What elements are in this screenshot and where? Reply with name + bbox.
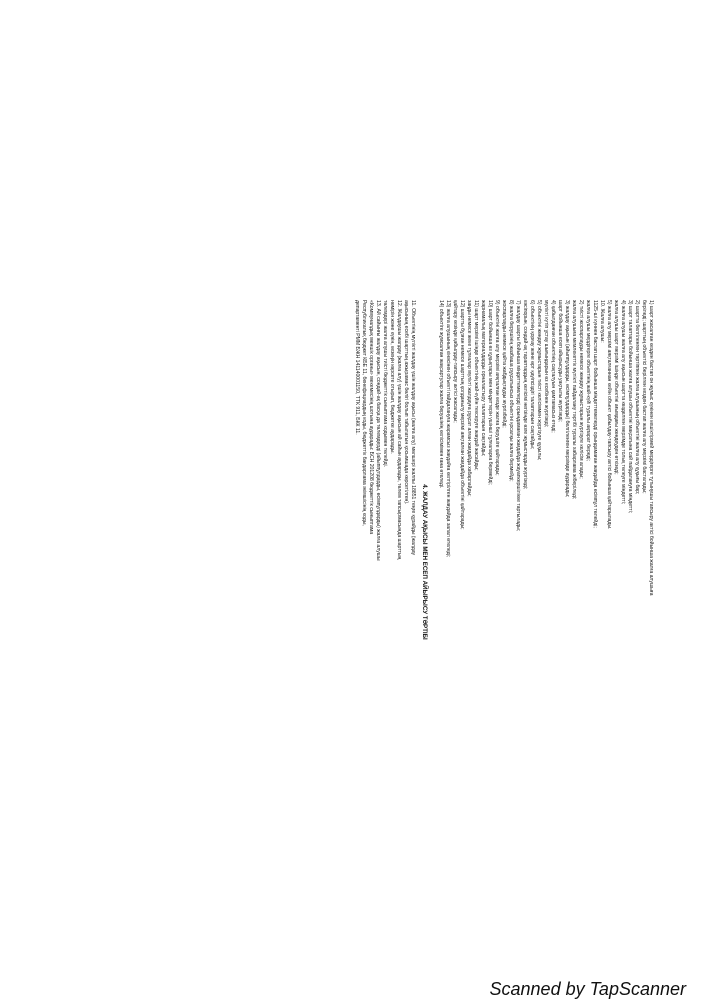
document-line: 4) жалға алушы жалға алу ақысын шартта көзделген мерзімде толық төлеуге міндетті; bbox=[620, 300, 626, 505]
document-line: 11) шарт мерзімі ішінде объектінің жай-күйін тексеруге жағдай жасайды; bbox=[473, 300, 479, 471]
document-line: Республикалық бюджет КБЕ 11, бенефициардың коды, бюджеттік бағдарлама әкімшісінің коды, bbox=[361, 300, 367, 526]
document-line: төлемдері жалға алушы тиісті бюджеттік сыныптама кодымен төлейді. bbox=[382, 300, 388, 468]
document-line: 9) объектіні жалға алу мерзімі аяқталған кезде жалға берушіге қайтарады; bbox=[494, 300, 500, 476]
document-line: 12. Жалдаушы жалдау (жалға алу) үшін жалдау ақысын ай сайын аударады, төлем тапсырмасында шарттың bbox=[396, 300, 402, 560]
document-line: жалға алушы шарт мерзімі ішінде объектіні ағымдағы жөндеуден өткізеді; bbox=[613, 300, 619, 475]
document-line: 10. Жалға алушы: bbox=[599, 300, 605, 343]
document-line: жалға алушы мердігерге объектінің жай-күйі туралы ақпарат береді; bbox=[585, 300, 591, 461]
document-line: 5) объектіні жөндеу жұмыстарын тиісті келісіммен жүргізуге құқылы; bbox=[536, 300, 542, 461]
scanner-watermark: Scanned by TapScanner bbox=[489, 979, 686, 999]
document-line: беріледі; шарттың объектісі берілген кезден бастап жалға алу мерзімі басталады; bbox=[641, 300, 647, 494]
document-line: жоспарлауды немесе қайта жабдықтауды жүргізбейді; bbox=[501, 300, 507, 428]
document-line: қайтару кезінде қабылдау-тапсыру актісі жасалады; bbox=[452, 300, 458, 423]
document-line: 2) тиісті жоспарлауды немесе жөндеу жұмыстарын жүргізуге келісім алады; bbox=[578, 300, 584, 479]
document-line: 13) жалға алушының кінәсінен объекті пайдалануға жарамсыз жағдайға келтірілген жағдайда залал өтеледі; bbox=[445, 300, 451, 558]
document-line: 2) шартта белгіленген тәртіппен жалға алушының объектіні жалға алу құқығы бар; bbox=[634, 300, 640, 495]
document-line: заңды немесе жеке тұлғалар мүлікті жалдауға рұқсат алған жағдайда хабарлайды; bbox=[466, 300, 472, 497]
document-line: жарнамалық материалдарды орналастыру талаптарын сақтайды; bbox=[480, 300, 486, 457]
document-line: 1125-ші күннен бастап шарт бойынша міндеттемелерді орындамаған жағдайда өсімпұл төлейді; bbox=[592, 300, 598, 528]
section-heading: 4. ЖАЛДАУ АҚЫСЫ МЕН ЕСЕП АЙЫРЫСУ ТӘРТІБІ bbox=[421, 484, 428, 640]
document-line: жалға алушыға мемлекеттік мүлікті пайдалану тәртібі туралы хабарлама жіберіледі; bbox=[571, 300, 577, 500]
document-line: 3) жалдау ақысын (айыппұлдарды, өсімпұлдарды) белгіленген мерзімде аударады; bbox=[564, 300, 570, 498]
document-line: шарт бойынша есеп айырысуды уақтылы жүргізеді; bbox=[557, 300, 563, 422]
document-line: ақысының есебі шарттың ажырамас бөлігі болып табылатын қосымшада көрсетілген). bbox=[403, 300, 409, 505]
document-line: нөмірін және күнін, кезеңін көрсете отырып, бюджетке аударады. bbox=[389, 300, 395, 454]
document-line: 3) шарт талаптары бойынша жалға алушы объектіні мақсатына сай пайдалануға міндетті; bbox=[627, 300, 633, 514]
document-section-payment bbox=[353, 300, 416, 824]
document-line: мүлікті күтіп ұстау шығындарын өз есебінен жүргізеді; bbox=[543, 300, 549, 428]
document-section-terms bbox=[437, 300, 654, 824]
document-line: кәсіпорын, сондай-ақ тараптардың келісімі негізінде өзге жұмыстарды жүргізеді; bbox=[522, 300, 528, 490]
document-line: 5) жалға алу мерзімі аяқталғаннан кейін объект қабылдау-тапсыру актісі бойынша қайтарылады. bbox=[606, 300, 612, 530]
document-line: 7) жалдау шарты бойынша міндеттемелерді орындамаған жағдайда жауапкершілікке тартылады; bbox=[515, 300, 521, 532]
document-line: 14) объектіге жұмсалған жақсартулар жалға берушінің келісімімен ғана өтеледі. bbox=[438, 300, 444, 489]
document-line: 10) шарт бойынша өз құқықтары мен міндеттерін үшінші тұлғаларға бермейді; bbox=[487, 300, 493, 485]
document-line: департаменті РММ БЖН 141140001150, ТТК 911, БКК 11. bbox=[354, 300, 360, 435]
document-line: 12) шартты бұзған немесе шарттың қолданылу мерзімі аяқталған жағдайда объектіні қайтарады; bbox=[459, 300, 465, 530]
document-line: «Коммуналдық меншік органы» мекемесінің шотына аударады: БСН 201208 бюджеттік сыныптама bbox=[368, 300, 374, 535]
document-line: 4) қабылданған объектінің сақталуын қамтамасыз етеді; bbox=[550, 300, 556, 433]
document-line: 8) жалға берушінің жазбаша рұқсатынсыз объектіні қосалқы жалға бермейді; bbox=[508, 300, 514, 482]
document-line: 11. Объектінің мүлікті жалдау үшін жалдау ақысы (жалға алу) мөлшері жалпы 18851 теңге құрайды (жалдау bbox=[410, 300, 416, 556]
document-line: 13. Ай сайынғы жалдау ақысын, сондай-ақ басқа да төлемдерді (айыппұлдарды, өсімпұлдарды) жалға алушы bbox=[375, 300, 381, 561]
document-line: 6) объектінің қорғау және өрт қауіпсіздігі талаптарын сақтайды; bbox=[529, 300, 535, 450]
document-line: 1) шарт жасалған кезден бастап он жұмыс күнінен кешіктірмей мердігерге тұтынушы тапсыру актісі бойынша жалға алушыға bbox=[648, 300, 654, 596]
rotated-document-body bbox=[234, 300, 654, 824]
